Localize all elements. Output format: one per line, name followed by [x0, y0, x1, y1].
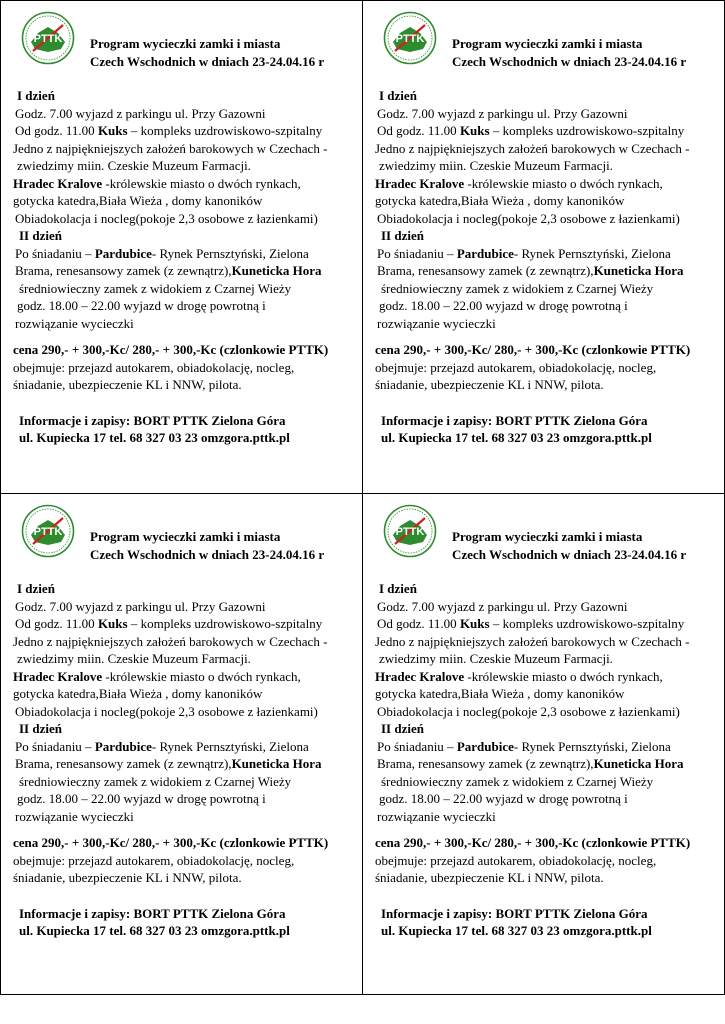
day2-line-1-post: - Rynek Pernsztyński, Zielona	[513, 245, 671, 261]
spacer	[13, 887, 363, 905]
day1-line-2-pre: Od godz. 11.00	[15, 616, 98, 631]
day1-line-6: gotycka katedra,Biała Wieża , domy kanoników	[375, 686, 625, 701]
day1-line-4: zwiedzimy miin. Czeskie Muzeum Farmacji.	[17, 651, 251, 666]
spacer	[13, 825, 363, 834]
day2-heading: II dzień	[381, 228, 424, 243]
covers-line-2: śniadanie, ubezpieczenie KL i NNW, pilota.	[375, 870, 604, 885]
flyer-header	[452, 528, 686, 563]
kuneticka-label: Kuneticka Hora	[231, 263, 322, 278]
title-line-1: Program wycieczki zamki i miasta	[452, 36, 643, 51]
day2-line-4: godz. 18.00 – 22.00 wyjazd w drogę powrotną i	[379, 791, 628, 806]
day2-line-5: rozwiązanie wycieczki	[377, 315, 496, 331]
info-line-1: Informacje i zapisy: BORT PTTK Zielona Góra	[19, 412, 286, 428]
price-line: cena 290,- + 300,-Kc/ 280,- + 300,-Kc (czlonkowie PTTK)	[13, 342, 329, 357]
day1-line-1: Godz. 7.00 wyjazd z parkingu ul. Przy Gazowni	[15, 598, 266, 614]
day1-line-2-post: – kompleks uzdrowiskowo-szpitalny	[489, 616, 685, 631]
hradec-label: Hradec Kralove	[375, 668, 465, 684]
spacer	[375, 332, 725, 341]
flyer-header	[452, 35, 686, 70]
pttk-logo-icon	[21, 504, 75, 558]
day1-heading: I dzień	[379, 581, 417, 596]
covers-line-2: śniadanie, ubezpieczenie KL i NNW, pilota.	[13, 377, 242, 392]
pardubice-label: Pardubice	[456, 245, 514, 261]
flyer-card-bottom-right	[363, 494, 725, 989]
title-line-1: Program wycieczki zamki i miasta	[90, 529, 281, 544]
day1-line-2-post: – kompleks uzdrowiskowo-szpitalny	[127, 616, 323, 631]
day1-line-5	[375, 175, 725, 193]
pttk-logo-text: PTTK	[395, 526, 425, 538]
day1-line-2-post: – kompleks uzdrowiskowo-szpitalny	[127, 123, 323, 138]
kuks-label: Kuks	[459, 616, 490, 631]
covers-line-1: obejmuje: przejazd autokarem, obiadokolację, nocleg,	[13, 852, 295, 868]
day2-line-1-pre: Po śniadaniu –	[377, 738, 457, 754]
kuks-label: Kuks	[97, 616, 128, 631]
day1-line-1: Godz. 7.00 wyjazd z parkingu ul. Przy Gazowni	[377, 105, 628, 121]
day1-line-1: Godz. 7.00 wyjazd z parkingu ul. Przy Gazowni	[377, 598, 628, 614]
info-line-1: Informacje i zapisy: BORT PTTK Zielona Góra	[381, 412, 648, 428]
day1-line-2-pre: Od godz. 11.00	[15, 123, 98, 138]
day1-line-4: zwiedzimy miin. Czeskie Muzeum Farmacji.	[17, 158, 251, 173]
price-line: cena 290,- + 300,-Kc/ 280,- + 300,-Kc (czlonkowie PTTK)	[375, 342, 691, 357]
day2-line-2	[375, 262, 725, 280]
flyer-header	[90, 528, 324, 563]
day1-line-2	[13, 615, 363, 633]
covers-line-2: śniadanie, ubezpieczenie KL i NNW, pilota.	[375, 377, 604, 392]
day1-line-3: Jedno z najpiękniejszych założeń barokowych w Czechach -	[375, 633, 690, 649]
day2-heading: II dzień	[381, 721, 424, 736]
title-line-1: Program wycieczki zamki i miasta	[90, 36, 281, 51]
day2-line-1-post: - Rynek Pernsztyński, Zielona	[151, 738, 309, 754]
day1-line-2-pre: Od godz. 11.00	[377, 616, 460, 631]
day1-heading: I dzień	[17, 581, 55, 596]
flyer-card-top-right	[363, 1, 725, 496]
day2-line-2-pre: Brama, renesansowy zamek (z zewnątrz),	[377, 756, 594, 771]
day2-line-5: rozwiązanie wycieczki	[377, 808, 496, 824]
day1-line-7: Obiadokolacja i nocleg(pokoje 2,3 osobowe z łazienkami)	[15, 210, 318, 226]
info-line-2: ul. Kupiecka 17 tel. 68 327 03 23 omzgora.pttk.pl	[19, 430, 290, 445]
day2-line-2-pre: Brama, renesansowy zamek (z zewnątrz),	[15, 756, 232, 771]
day1-heading: I dzień	[379, 88, 417, 103]
spacer	[375, 825, 725, 834]
info-line-2: ul. Kupiecka 17 tel. 68 327 03 23 omzgora.pttk.pl	[381, 430, 652, 445]
day1-line-4: zwiedzimy miin. Czeskie Muzeum Farmacji.	[379, 158, 613, 173]
day2-line-1-pre: Po śniadaniu –	[15, 245, 95, 261]
kuneticka-label: Kuneticka Hora	[593, 263, 684, 278]
hradec-label: Hradec Kralove	[13, 668, 103, 684]
day2-line-3: średniowieczny zamek z widokiem z Czarnej Wieży	[381, 773, 654, 789]
day2-line-2	[375, 755, 725, 773]
day1-line-2-post: – kompleks uzdrowiskowo-szpitalny	[489, 123, 685, 138]
day2-line-1	[375, 245, 725, 263]
day2-line-4: godz. 18.00 – 22.00 wyjazd w drogę powrotną i	[379, 298, 628, 313]
day1-line-1: Godz. 7.00 wyjazd z parkingu ul. Przy Gazowni	[15, 105, 266, 121]
pardubice-label: Pardubice	[456, 738, 514, 754]
day1-line-3: Jedno z najpiękniejszych założeń barokowych w Czechach -	[13, 633, 328, 649]
day2-line-5: rozwiązanie wycieczki	[15, 315, 134, 331]
flyer-card-bottom-left	[1, 494, 363, 989]
day2-line-1	[375, 738, 725, 756]
title-line-1: Program wycieczki zamki i miasta	[452, 529, 643, 544]
day2-line-1-pre: Po śniadaniu –	[377, 245, 457, 261]
day1-heading: I dzień	[17, 88, 55, 103]
covers-line-1: obejmuje: przejazd autokarem, obiadokolację, nocleg,	[375, 852, 657, 868]
day2-line-1	[13, 245, 363, 263]
covers-line-2: śniadanie, ubezpieczenie KL i NNW, pilota.	[13, 870, 242, 885]
day1-line-5	[13, 175, 363, 193]
info-line-1: Informacje i zapisy: BORT PTTK Zielona Góra	[381, 905, 648, 921]
pttk-logo-text: PTTK	[33, 526, 63, 538]
kuneticka-label: Kuneticka Hora	[593, 756, 684, 771]
pardubice-label: Pardubice	[94, 245, 152, 261]
spacer	[13, 332, 363, 341]
day2-line-2-pre: Brama, renesansowy zamek (z zewnątrz),	[15, 263, 232, 278]
day1-line-2	[375, 122, 725, 140]
day1-line-3: Jedno z najpiękniejszych założeń barokowych w Czechach -	[375, 140, 690, 156]
pttk-logo-text: PTTK	[395, 33, 425, 45]
day2-heading: II dzień	[19, 721, 62, 736]
flyer-card-top-left	[1, 1, 363, 496]
day2-line-3: średniowieczny zamek z widokiem z Czarnej Wieży	[19, 280, 292, 296]
pardubice-label: Pardubice	[94, 738, 152, 754]
hradec-label: Hradec Kralove	[375, 175, 465, 191]
day2-line-3: średniowieczny zamek z widokiem z Czarnej Wieży	[19, 773, 292, 789]
covers-line-1: obejmuje: przejazd autokarem, obiadokolację, nocleg,	[375, 359, 657, 375]
day1-line-5-post: -królewskie miasto o dwóch rynkach,	[464, 175, 663, 191]
day2-line-5: rozwiązanie wycieczki	[15, 808, 134, 824]
flyer-body	[375, 580, 725, 940]
info-line-2: ul. Kupiecka 17 tel. 68 327 03 23 omzgora.pttk.pl	[381, 923, 652, 938]
day1-line-5-post: -królewskie miasto o dwóch rynkach,	[464, 668, 663, 684]
pttk-logo-text: PTTK	[33, 33, 63, 45]
pttk-logo-icon	[383, 504, 437, 558]
day2-heading: II dzień	[19, 228, 62, 243]
day1-line-3: Jedno z najpiękniejszych założeń barokowych w Czechach -	[13, 140, 328, 156]
day1-line-6: gotycka katedra,Biała Wieża , domy kanoników	[13, 193, 263, 208]
flyer-header	[90, 35, 324, 70]
price-line: cena 290,- + 300,-Kc/ 280,- + 300,-Kc (czlonkowie PTTK)	[13, 835, 329, 850]
title-line-2: Czech Wschodnich w dniach 23-24.04.16 r	[90, 53, 325, 69]
price-line: cena 290,- + 300,-Kc/ 280,- + 300,-Kc (czlonkowie PTTK)	[375, 835, 691, 850]
info-line-2: ul. Kupiecka 17 tel. 68 327 03 23 omzgora.pttk.pl	[19, 923, 290, 938]
day1-line-5	[375, 668, 725, 686]
spacer	[375, 394, 725, 412]
kuks-label: Kuks	[459, 123, 490, 138]
day1-line-2	[375, 615, 725, 633]
day1-line-5	[13, 668, 363, 686]
pttk-logo-icon	[383, 11, 437, 65]
day2-line-2	[13, 755, 363, 773]
title-line-2: Czech Wschodnich w dniach 23-24.04.16 r	[90, 546, 325, 562]
pttk-logo-icon	[21, 11, 75, 65]
day1-line-5-post: -królewskie miasto o dwóch rynkach,	[102, 668, 301, 684]
covers-line-1: obejmuje: przejazd autokarem, obiadokolację, nocleg,	[13, 359, 295, 375]
info-line-1: Informacje i zapisy: BORT PTTK Zielona Góra	[19, 905, 286, 921]
day1-line-4: zwiedzimy miin. Czeskie Muzeum Farmacji.	[379, 651, 613, 666]
day2-line-4: godz. 18.00 – 22.00 wyjazd w drogę powrotną i	[17, 791, 266, 806]
day2-line-1-post: - Rynek Pernsztyński, Zielona	[151, 245, 309, 261]
day2-line-2	[13, 262, 363, 280]
day2-line-3: średniowieczny zamek z widokiem z Czarnej Wieży	[381, 280, 654, 296]
spacer	[375, 887, 725, 905]
frame-bottom	[0, 994, 725, 995]
title-line-2: Czech Wschodnich w dniach 23-24.04.16 r	[452, 53, 687, 69]
day1-line-7: Obiadokolacja i nocleg(pokoje 2,3 osobowe z łazienkami)	[377, 703, 680, 719]
day2-line-2-pre: Brama, renesansowy zamek (z zewnątrz),	[377, 263, 594, 278]
day1-line-2-pre: Od godz. 11.00	[377, 123, 460, 138]
title-line-2: Czech Wschodnich w dniach 23-24.04.16 r	[452, 546, 687, 562]
flyer-body	[375, 87, 725, 447]
day1-line-6: gotycka katedra,Biała Wieża , domy kanoników	[375, 193, 625, 208]
day1-line-6: gotycka katedra,Biała Wieża , domy kanoników	[13, 686, 263, 701]
kuks-label: Kuks	[97, 123, 128, 138]
day1-line-7: Obiadokolacja i nocleg(pokoje 2,3 osobowe z łazienkami)	[15, 703, 318, 719]
flyer-body	[13, 87, 363, 447]
day1-line-5-post: -królewskie miasto o dwóch rynkach,	[102, 175, 301, 191]
kuneticka-label: Kuneticka Hora	[231, 756, 322, 771]
day2-line-1-post: - Rynek Pernsztyński, Zielona	[513, 738, 671, 754]
day1-line-7: Obiadokolacja i nocleg(pokoje 2,3 osobowe z łazienkami)	[377, 210, 680, 226]
day1-line-2	[13, 122, 363, 140]
day2-line-1-pre: Po śniadaniu –	[15, 738, 95, 754]
hradec-label: Hradec Kralove	[13, 175, 103, 191]
day2-line-4: godz. 18.00 – 22.00 wyjazd w drogę powrotną i	[17, 298, 266, 313]
day2-line-1	[13, 738, 363, 756]
spacer	[13, 394, 363, 412]
flyer-body	[13, 580, 363, 940]
